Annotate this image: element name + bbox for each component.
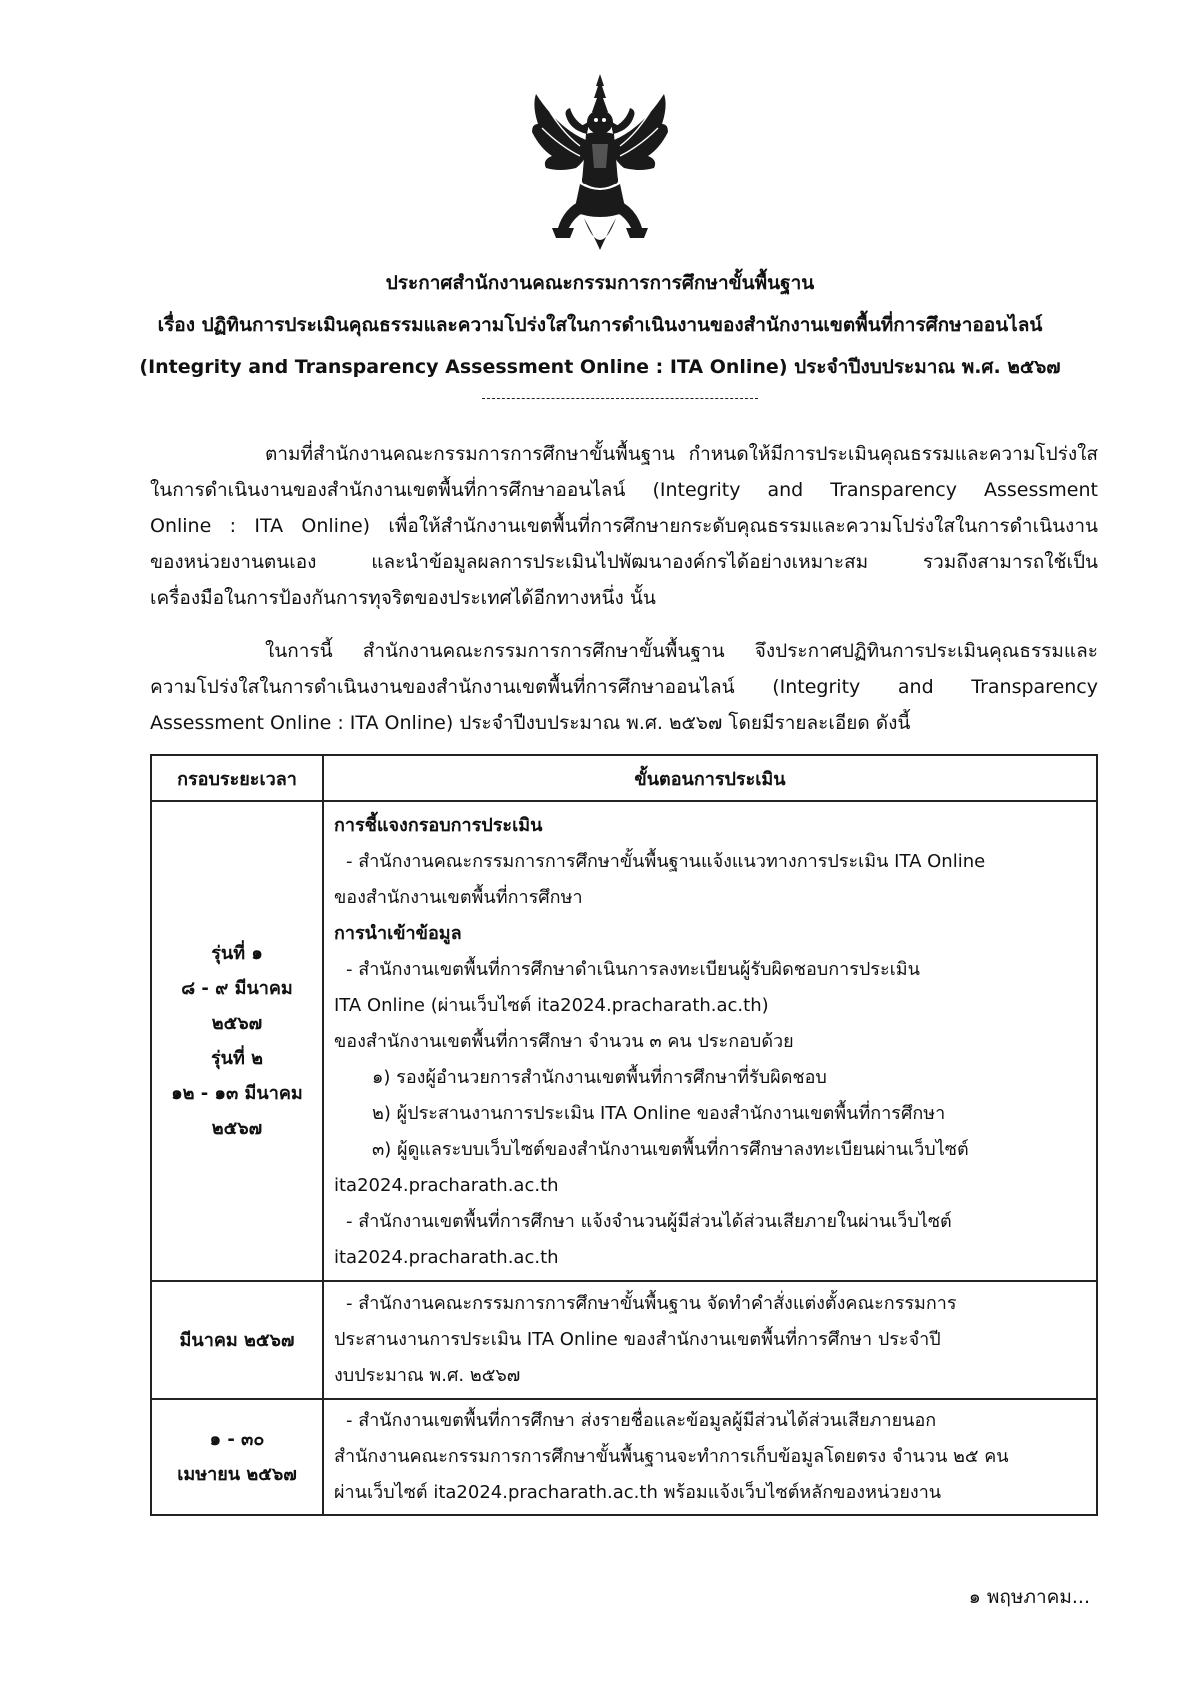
step-line: - สำนักงานคณะกรรมการการศึกษาขั้นพื้นฐานแจ้งแนวทางการประเมิน ITA Online [346, 851, 986, 872]
header-time-frame: กรอบระยะเวลา [151, 755, 323, 801]
paragraph-2-line: Assessment Online : ITA Online) ประจำปีงบประมาณ พ.ศ. ๒๕๖๗ โดยมีรายละเอียด ดังนี้ [150, 712, 911, 734]
period-line: รุ่นที่ ๒ [211, 1048, 263, 1069]
announcement-title: ประกาศสำนักงานคณะกรรมการการศึกษาขั้นพื้นฐาน [385, 272, 815, 294]
table-row [151, 1399, 1097, 1515]
announcement-subject: เรื่อง ปฏิทินการประเมินคุณธรรมและความโปร่งใสในการดำเนินงานของสำนักงานเขตพื้นที่การศึกษาออนไลน์ [157, 314, 1043, 336]
header-divider [482, 398, 758, 399]
period-line: ๑ - ๓๐ [209, 1429, 265, 1450]
step-line: ๒) ผู้ประสานงานการประเมิน ITA Online ของสำนักงานเขตพื้นที่การศึกษา [372, 1103, 946, 1124]
table-header-row [151, 755, 1097, 801]
period-line: ๒๕๖๗ [211, 1118, 263, 1139]
paragraph-1-line: ในการดำเนินงานของสำนักงานเขตพื้นที่การศึกษาออนไลน์ (Integrity and Transparency Assessment [150, 479, 1098, 501]
step-line: - สำนักงานคณะกรรมการการศึกษาขั้นพื้นฐาน จัดทำคำสั่งแต่งตั้งคณะกรรมการ [346, 1293, 957, 1314]
step-line: ผ่านเว็บไซต์ ita2024.pracharath.ac.th พร้อมแจ้งเว็บไซต์หลักของหน่วยงาน [334, 1482, 942, 1503]
paragraph-2-line: ในการนี้ สำนักงานคณะกรรมการการศึกษาขั้นพื้นฐาน จึงประกาศปฏิทินการประเมินคุณธรรมและ [265, 640, 1098, 662]
paragraph-1-line: ของหน่วยงานตนเอง และนำข้อมูลผลการประเมินไปพัฒนาองค์กรได้อย่างเหมาะสม รวมถึงสามารถใช้เป็น [150, 551, 1098, 573]
step-line: - สำนักงานเขตพื้นที่การศึกษา ส่งรายชื่อและข้อมูลผู้มีส่วนได้ส่วนเสียภายนอก [346, 1410, 937, 1431]
period-cell [151, 1281, 323, 1399]
period-cell [151, 1399, 323, 1515]
step-heading: การชี้แจงกรอบการประเมิน [334, 815, 543, 836]
steps-cell [323, 1281, 1097, 1399]
step-line: ๓) ผู้ดูแลระบบเว็บไซต์ของสำนักงานเขตพื้นที่การศึกษาลงทะเบียนผ่านเว็บไซต์ [372, 1139, 969, 1160]
steps-cell [323, 801, 1097, 1281]
step-line: ita2024.pracharath.ac.th [334, 1175, 559, 1196]
step-line: ของสำนักงานเขตพื้นที่การศึกษา จำนวน ๓ คน ประกอบด้วย [334, 1031, 794, 1052]
paragraph-1 [150, 436, 1098, 616]
paragraph-1-line: Online : ITA Online) เพื่อให้สำนักงานเขตพื้นที่การศึกษายกระดับคุณธรรมและความโปร่งใสในการดำเนินงาน [150, 515, 1098, 537]
period-line: เมษายน ๒๕๖๗ [177, 1464, 297, 1485]
step-line: - สำนักงานเขตพื้นที่การศึกษาดำเนินการลงทะเบียนผู้รับผิดชอบการประเมิน [346, 959, 920, 980]
paragraph-1-line: เครื่องมือในการป้องกันการทุจริตของประเทศได้อีกทางหนึ่ง นั้น [150, 587, 656, 609]
step-heading: การนำเข้าข้อมูล [334, 923, 462, 944]
garuda-emblem-icon [530, 72, 670, 262]
step-line: ita2024.pracharath.ac.th [334, 1247, 559, 1268]
step-line: - สำนักงานเขตพื้นที่การศึกษา แจ้งจำนวนผู้มีส่วนได้ส่วนเสียภายในผ่านเว็บไซต์ [346, 1211, 952, 1232]
step-line: ประสานงานการประเมิน ITA Online ของสำนักงานเขตพื้นที่การศึกษา ประจำปี [334, 1329, 941, 1350]
period-line: มีนาคม ๒๕๖๗ [179, 1329, 295, 1351]
table-row [151, 1281, 1097, 1399]
period-cell [151, 801, 323, 1281]
step-line: สำนักงานคณะกรรมการการศึกษาขั้นพื้นฐานจะทำการเก็บข้อมูลโดยตรง จำนวน ๒๕ คน [334, 1446, 1009, 1467]
step-line: งบประมาณ พ.ศ. ๒๕๖๗ [334, 1365, 521, 1386]
paragraph-1-line: ตามที่สำนักงานคณะกรรมการการศึกษาขั้นพื้นฐาน กำหนดให้มีการประเมินคุณธรรมและความโปร่งใส [265, 443, 1098, 465]
step-line: ของสำนักงานเขตพื้นที่การศึกษา [334, 887, 583, 908]
period-line: ๘ - ๙ มีนาคม [181, 978, 293, 999]
paragraph-2 [150, 633, 1098, 741]
page-continuation: ๑ พฤษภาคม... [968, 1586, 1090, 1608]
period-line: ๒๕๖๗ [211, 1013, 263, 1034]
announcement-subject-line2: (Integrity and Transparency Assessment Online : ITA Online) ประจำปีงบประมาณ พ.ศ. ๒๕๖๗ [139, 356, 1061, 378]
table-row [151, 801, 1097, 1281]
step-line: ๑) รองผู้อำนวยการสำนักงานเขตพื้นที่การศึกษาที่รับผิดชอบ [372, 1067, 827, 1088]
paragraph-2-line: ความโปร่งใสในการดำเนินงานของสำนักงานเขตพื้นที่การศึกษาออนไลน์ (Integrity and Transparency [150, 676, 1098, 698]
header-assessment-steps: ขั้นตอนการประเมิน [323, 755, 1097, 801]
period-line: รุ่นที่ ๑ [211, 943, 263, 964]
step-line: ITA Online (ผ่านเว็บไซต์ ita2024.pracharath.ac.th) [334, 995, 769, 1016]
steps-cell [323, 1399, 1097, 1515]
period-line: ๑๒ - ๑๓ มีนาคม [171, 1083, 303, 1104]
assessment-schedule-table [150, 754, 1098, 1516]
